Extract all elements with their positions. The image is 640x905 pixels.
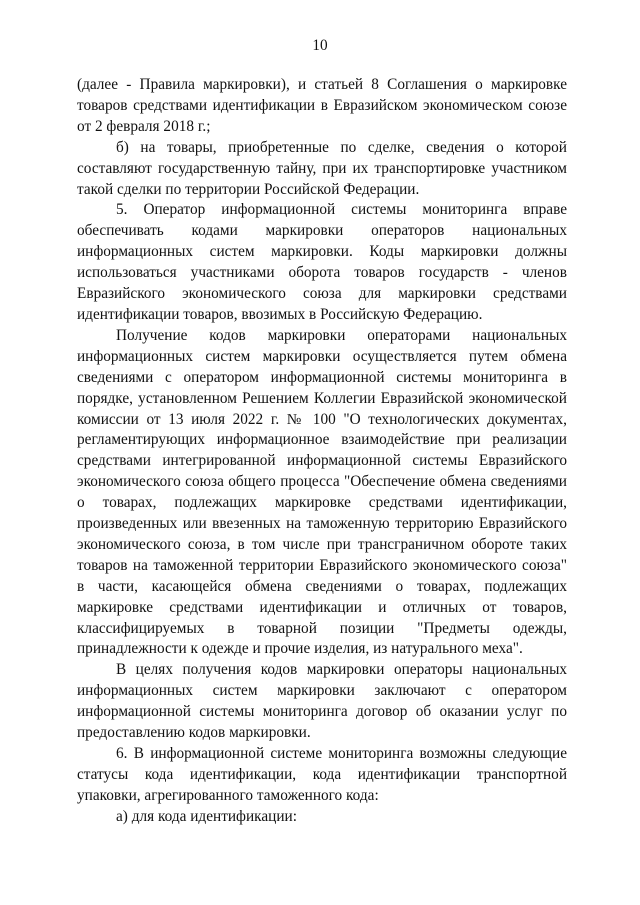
paragraph-obtaining-codes: Получение кодов маркировки операторами национальных информационных систем маркировки осуществляется путем обмена сведениями с оператором информационной системы мониторинга в порядке, установленном Решением Коллегии Евразийской экономической комиссии от 13 июля 2022 г. № 100 "О технологических документах, регламентирующих информационное взаимодействие при реализации средствами интегрированной информационной системы Евразийского экономического союза общего процесса "Обеспечение обмена сведениями о товарах, подлежащих маркировке средствами идентификации, произведенных или ввезенных на таможенную территорию Евразийского экономического союза, в том числе при трансграничном обороте таких товаров на таможенной территории Евразийского экономического союза" в части, касающейся обмена сведениями о товарах, подлежащих маркировке средствами идентификации и отличных от товаров, классифицируемых в товарной позиции "Предметы одежды, принадлежности к одежде и прочие изделия, из натурального меха".	[77, 326, 567, 658]
paragraph-section-6: 6. В информационной системе мониторинга возможны следующие статусы кода идентификации, кода идентификации транспортной упаковки, агрегированного таможенного кода:	[77, 745, 567, 804]
page-number: 10	[312, 37, 328, 54]
paragraph-item-a: а) для кода идентификации:	[116, 807, 297, 825]
paragraph-item-b: б) на товары, приобретенные по сделке, сведения о которой составляют государственную тайну, при их транспортировке участником такой сделки по территории Российской Федерации.	[77, 138, 567, 198]
paragraph-rules-reference: (далее - Правила маркировки), и статьей 8 Соглашения о маркировке товаров средствами идентификации в Евразийском экономическом союзе от 2 февраля 2018 г.;	[77, 76, 567, 135]
document-body	[77, 75, 567, 828]
paragraph-service-agreement: В целях получения кодов маркировки операторы национальных информационных систем маркировки заключают с оператором информационной системы мониторинга договор об оказании услуг по предоставлению кодов маркировки.	[77, 661, 567, 742]
paragraph-section-5: 5. Оператор информационной системы мониторинга вправе обеспечивать кодами маркировки операторов национальных информационных систем маркировки. Коды маркировки должны использоваться участниками оборота товаров государств - членов Евразийского экономического союза для маркировки средствами идентификации товаров, ввозимых в Российскую Федерацию.	[77, 201, 567, 323]
